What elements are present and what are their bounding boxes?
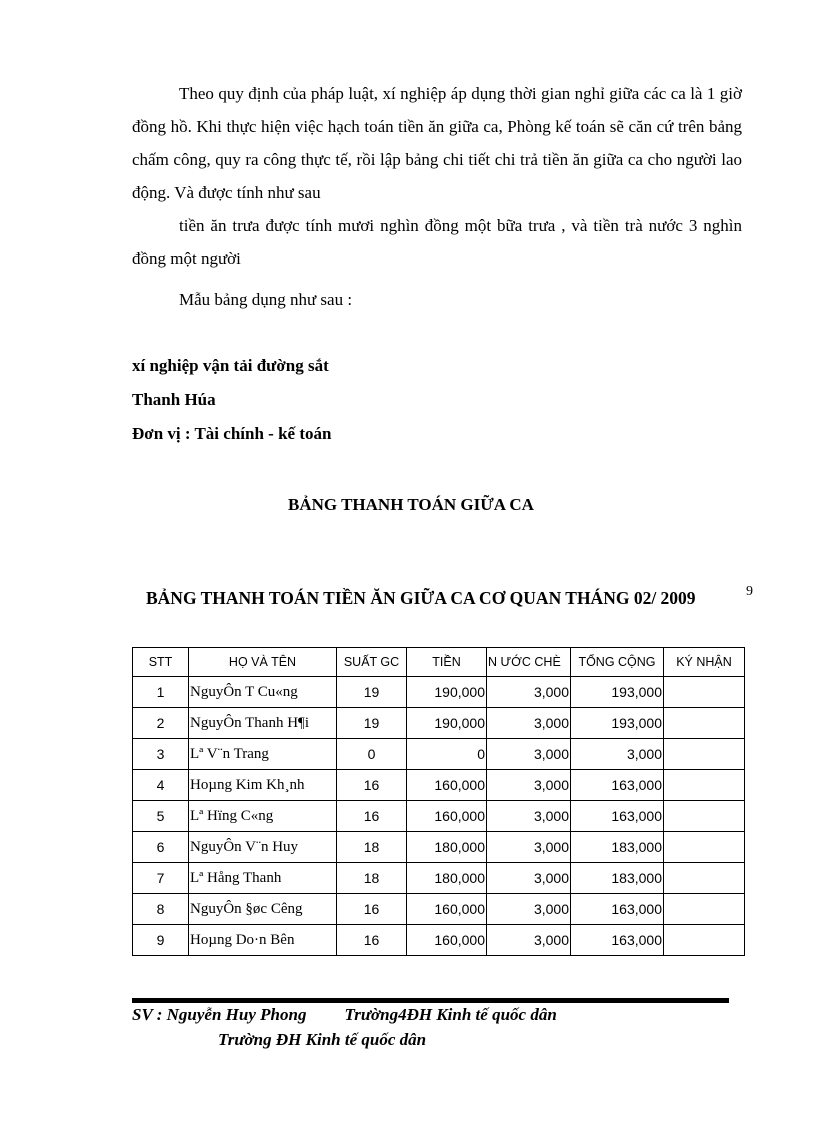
cell-shifts: 19	[337, 677, 407, 708]
org-unit: Đơn vị : Tài chính - kế toán	[132, 424, 332, 443]
cell-name: NguyÔn T Cu«ng	[189, 677, 337, 708]
cell-money: 190,000	[407, 677, 487, 708]
cell-shifts: 18	[337, 863, 407, 894]
cell-signature	[664, 708, 745, 739]
footer-student: SV : Nguyễn Huy Phong	[132, 1005, 307, 1024]
cell-shifts: 16	[337, 894, 407, 925]
cell-total: 163,000	[571, 925, 664, 956]
cell-total: 163,000	[571, 801, 664, 832]
cell-money: 180,000	[407, 832, 487, 863]
table-row	[133, 801, 745, 832]
cell-stt: 5	[133, 801, 189, 832]
cell-tea: 3,000	[487, 863, 571, 894]
header-stt: STT	[133, 648, 189, 677]
table-row	[133, 832, 745, 863]
main-title: BẢNG THANH TOÁN GIỮA CA	[288, 495, 534, 514]
cell-shifts: 16	[337, 801, 407, 832]
cell-shifts: 16	[337, 770, 407, 801]
cell-name: NguyÔn Thanh H¶i	[189, 708, 337, 739]
cell-stt: 3	[133, 739, 189, 770]
org-name: xí nghiệp vận tải đường sắt	[132, 356, 329, 375]
cell-signature	[664, 801, 745, 832]
cell-money: 190,000	[407, 708, 487, 739]
table-row	[133, 708, 745, 739]
cell-total: 183,000	[571, 832, 664, 863]
table-row	[133, 925, 745, 956]
cell-name: Hoµng Do·n Bên	[189, 925, 337, 956]
cell-tea: 3,000	[487, 770, 571, 801]
page-number: 9	[746, 584, 753, 599]
cell-stt: 9	[133, 925, 189, 956]
header-signature: KÝ NHẬN	[664, 648, 745, 677]
table-body	[133, 677, 745, 956]
cell-name: NguyÔn V¨n Huy	[189, 832, 337, 863]
org-location: Thanh Húa	[132, 390, 216, 409]
footer-rule	[132, 998, 729, 1003]
cell-shifts: 19	[337, 708, 407, 739]
cell-stt: 4	[133, 770, 189, 801]
cell-tea: 3,000	[487, 677, 571, 708]
cell-name: Hoµng Kim Kh¸nh	[189, 770, 337, 801]
cell-tea: 3,000	[487, 708, 571, 739]
paragraph-lunch-rate: tiền ăn trưa được tính mươi nghìn đồng một bữa trưa , và tiền trà nước 3 nghìn đồng một người	[132, 216, 742, 268]
cell-signature	[664, 770, 745, 801]
cell-total: 3,000	[571, 739, 664, 770]
footer-line	[132, 1005, 557, 1025]
table-row	[133, 770, 745, 801]
cell-total: 193,000	[571, 677, 664, 708]
cell-shifts: 16	[337, 925, 407, 956]
cell-tea: 3,000	[487, 894, 571, 925]
cell-name: Lª V¨n Trang	[189, 739, 337, 770]
cell-total: 193,000	[571, 708, 664, 739]
cell-shifts: 18	[337, 832, 407, 863]
paragraph-form-intro: Mẫu bảng dụng như sau :	[179, 290, 353, 309]
header-tea: N ƯỚC CHÈ	[487, 648, 571, 677]
cell-name: Lª Hång Thanh	[189, 863, 337, 894]
header-shifts: SUẤT GC	[337, 648, 407, 677]
header-total: TỔNG CỘNG	[571, 648, 664, 677]
cell-money: 160,000	[407, 894, 487, 925]
cell-money: 160,000	[407, 801, 487, 832]
cell-tea: 3,000	[487, 801, 571, 832]
cell-money: 160,000	[407, 770, 487, 801]
cell-signature	[664, 677, 745, 708]
cell-signature	[664, 863, 745, 894]
cell-total: 163,000	[571, 894, 664, 925]
cell-tea: 3,000	[487, 925, 571, 956]
table-row	[133, 894, 745, 925]
table-row	[133, 863, 745, 894]
cell-total: 163,000	[571, 770, 664, 801]
cell-money: 180,000	[407, 863, 487, 894]
cell-name: NguyÔn §øc Cêng	[189, 894, 337, 925]
cell-signature	[664, 832, 745, 863]
table-title: BẢNG THANH TOÁN TIỀN ĂN GIỮA CA CƠ QUAN THÁNG 02/ 2009	[146, 588, 696, 608]
paragraph-intro: Theo quy định của pháp luật, xí nghiệp áp dụng thời gian nghỉ giữa các ca là 1 giờ đồng hồ. Khi thực hiện việc hạch toán tiền ăn giữa ca, Phòng kế toán sẽ căn cứ trên bảng chấm công, quy ra công thực tế, rồi lập bảng chi tiết chi trả tiền ăn giữa ca cho người lao động. Và được tính như sau	[132, 84, 742, 202]
cell-stt: 8	[133, 894, 189, 925]
header-money: TIỀN	[407, 648, 487, 677]
table-row	[133, 677, 745, 708]
cell-stt: 2	[133, 708, 189, 739]
cell-money: 0	[407, 739, 487, 770]
table-header-row	[133, 648, 745, 677]
cell-tea: 3,000	[487, 832, 571, 863]
header-name: HỌ VÀ TÊN	[189, 648, 337, 677]
cell-stt: 7	[133, 863, 189, 894]
table-row	[133, 739, 745, 770]
footer-school-repeat: Trường ĐH Kinh tế quốc dân	[218, 1030, 427, 1049]
cell-name: Lª Hïng C«ng	[189, 801, 337, 832]
cell-stt: 1	[133, 677, 189, 708]
cell-signature	[664, 739, 745, 770]
footer-school: Trường4ĐH Kinh tế quốc dân	[344, 1005, 557, 1024]
cell-money: 160,000	[407, 925, 487, 956]
cell-total: 183,000	[571, 863, 664, 894]
cell-signature	[664, 894, 745, 925]
cell-shifts: 0	[337, 739, 407, 770]
cell-tea: 3,000	[487, 739, 571, 770]
cell-signature	[664, 925, 745, 956]
cell-stt: 6	[133, 832, 189, 863]
payment-table	[132, 647, 745, 956]
